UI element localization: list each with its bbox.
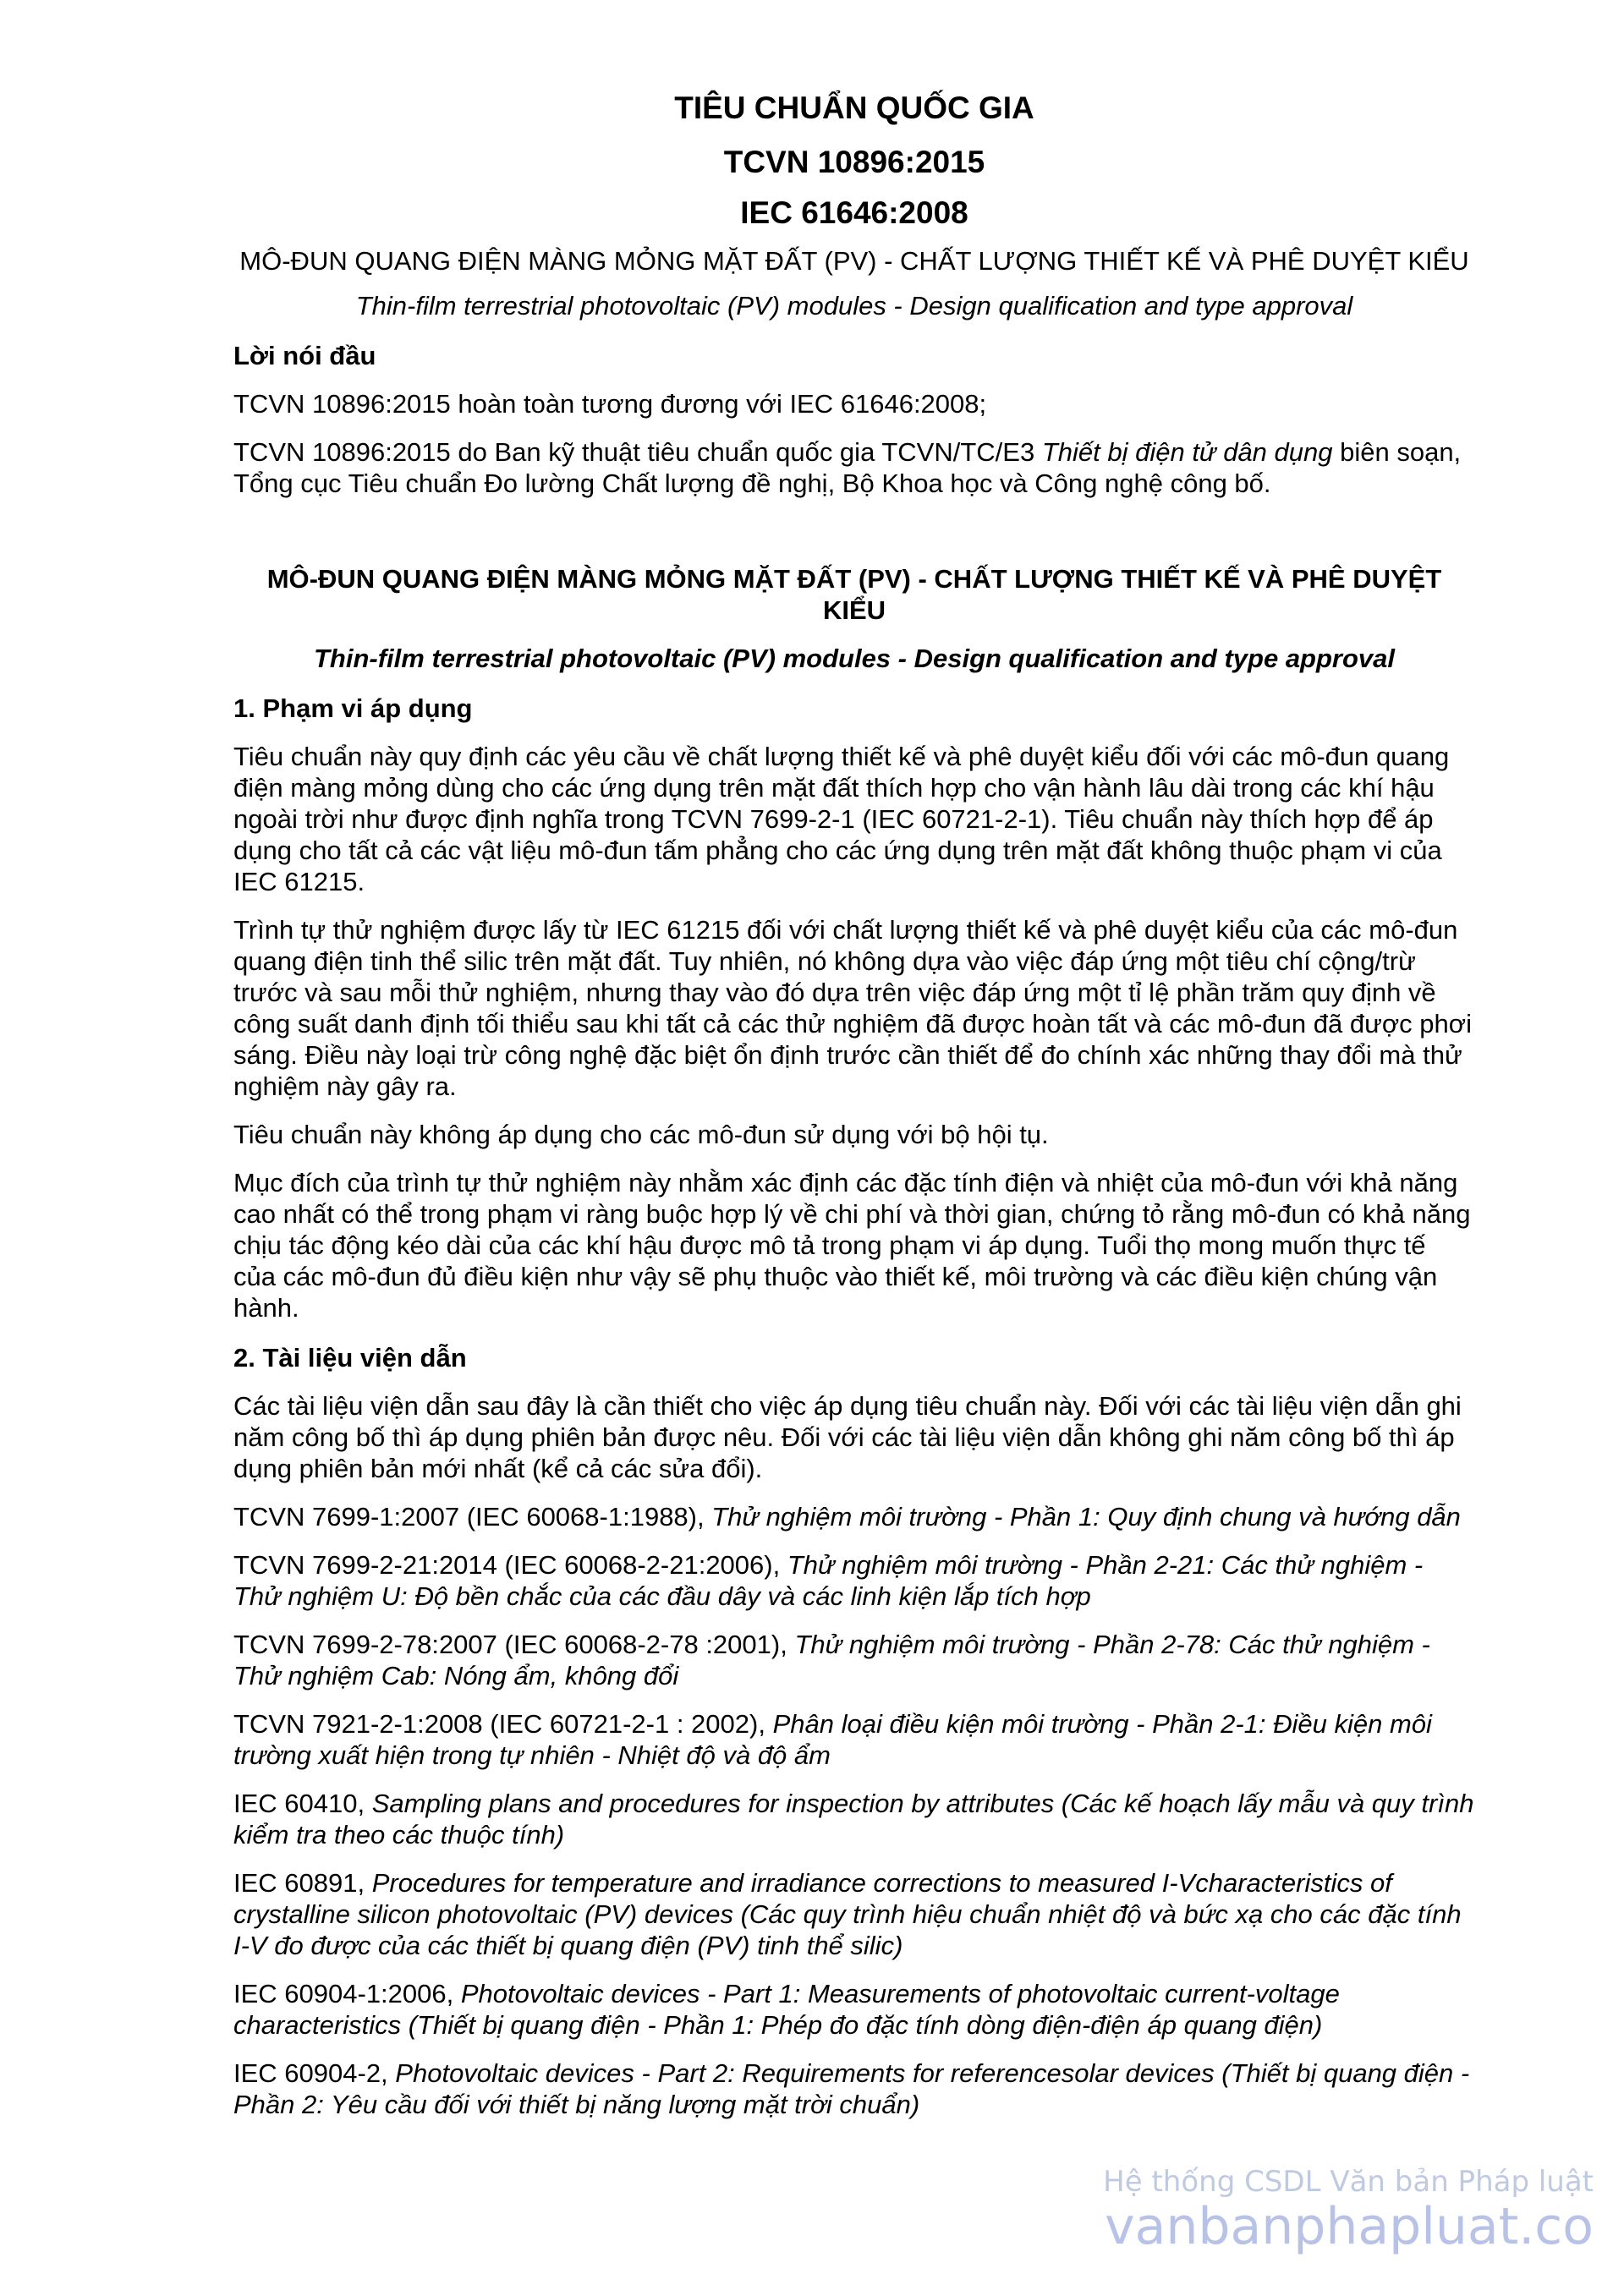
foreword-p2-end: biên soạn, Tổng cục Tiêu chuẩn Đo lường Chất lượng đề nghị, Bộ Khoa học và Công nghệ công bố. (233, 437, 1462, 498)
reference-item (233, 2058, 1475, 2120)
reference-title: Photovoltaic devices - Part 1: Measurements of photovoltaic current-voltage characteristics (Thiết bị quang điện - Phần 1: Phép đo đặc tính dòng điện-điện áp quang điện) (233, 1979, 1340, 2040)
reference-code: IEC 60904-2, (233, 2058, 396, 2088)
foreword-paragraph-2 (233, 436, 1475, 499)
watermark-domain: vanbanphapluat.co (1105, 2197, 1594, 2256)
reference-item (233, 1708, 1475, 1771)
reference-title: Thử nghiệm môi trường - Phần 2-21: Các thử nghiệm - Thử nghiệm U: Độ bền chắc của các đầu dây và các linh kiện lắp tích hợp (233, 1550, 1424, 1611)
foreword-paragraph-1: TCVN 10896:2015 hoàn toàn tương đương với IEC 61646:2008; (233, 389, 987, 419)
section-2-paragraph-1: Các tài liệu viện dẫn sau đây là cần thiết cho việc áp dụng tiêu chuẩn này. Đối với các tài liệu viện dẫn ghi năm công bố thì áp dụng phiên bản được nêu. Đối với các tài liệu viện dẫn không ghi năm công bố thì áp dụng phiên bản mới nhất (kể cả các sửa đổi). (233, 1391, 1462, 1483)
reference-title: Procedures for temperature and irradiance corrections to measured I-Vcharacteristics of crystalline silicon photovoltaic (PV) devices (Các quy trình hiệu chuẩn nhiệt độ và bức xạ cho các đặc tính I-V đo được của các thiết bị quang điện (PV) tinh thể silic) (233, 1868, 1462, 1960)
doc-subtitle-vn: MÔ-ĐUN QUANG ĐIỆN MÀNG MỎNG MẶT ĐẤT (PV) - CHẤT LƯỢNG THIẾT KẾ VÀ PHÊ DUYỆT KIỂU (239, 246, 1469, 276)
foreword-p2-italic: Thiết bị điện tử dân dụng (1041, 437, 1333, 467)
watermark-tagline: Hệ thống CSDL Văn bản Pháp luật (1103, 2165, 1594, 2199)
foreword-p2-start: TCVN 10896:2015 do Ban kỹ thuật tiêu chuẩn quốc gia TCVN/TC/E3 (233, 437, 1042, 467)
reference-code: TCVN 7921-2-1:2008 (IEC 60721-2-1 : 2002), (233, 1709, 773, 1739)
reference-item (233, 1867, 1475, 1961)
doc-title-tcvn-code: TCVN 10896:2015 (723, 145, 985, 179)
document-page (233, 90, 1475, 2120)
reference-code: TCVN 7699-2-78:2007 (IEC 60068-2-78 :2001), (233, 1630, 795, 1659)
foreword-heading: Lời nói đầu (233, 341, 376, 370)
section-1-paragraph-2: Trình tự thử nghiệm được lấy từ IEC 61215 đối với chất lượng thiết kế và phê duyệt kiểu của các mô-đun quang điện tinh thể silic trên mặt đất. Tuy nhiên, nó không dựa vào việc đáp ứng một tiêu chí cộng/trừ trước và sau mỗi thử nghiệm, nhưng thay vào đó dựa trên việc đáp ứng một tỉ lệ phần trăm quy định về công suất danh định tối thiểu sau khi tất cả các thử nghiệm đã được hoàn tất và các mô-đun đã được phơi sáng. Điều này loại trừ công nghệ đặc biệt ổn định trước cần thiết để đo chính xác những thay đổi mà thử nghiệm này gây ra. (233, 915, 1472, 1101)
body-title-vn: MÔ-ĐUN QUANG ĐIỆN MÀNG MỎNG MẶT ĐẤT (PV) - CHẤT LƯỢNG THIẾT KẾ VÀ PHÊ DUYỆT KIỂU (266, 564, 1442, 625)
reference-item (233, 1978, 1475, 2041)
section-2-heading: 2. Tài liệu viện dẫn (233, 1343, 467, 1373)
reference-item (233, 1788, 1475, 1850)
doc-subtitle-en: Thin-film terrestrial photovoltaic (PV) modules - Design qualification and type approval (355, 291, 1353, 321)
reference-code: TCVN 7699-2-21:2014 (IEC 60068-2-21:2006), (233, 1550, 787, 1580)
section-1-paragraph-1: Tiêu chuẩn này quy định các yêu cầu về chất lượng thiết kế và phê duyệt kiểu đối với các mô-đun quang điện màng mỏng dùng cho các ứng dụng trên mặt đất thích hợp cho vận hành lâu dài trong các khí hậu ngoài trời như được định nghĩa trong TCVN 7699-2-1 (IEC 60721-2-1). Tiêu chuẩn này thích hợp để áp dụng cho tất cả các vật liệu mô-đun tấm phẳng cho các ứng dụng trên mặt đất không thuộc phạm vi của IEC 61215. (233, 742, 1450, 896)
reference-code: IEC 60410, (233, 1789, 372, 1818)
site-watermark (1103, 2165, 1594, 2255)
doc-title-national-standard: TIÊU CHUẨN QUỐC GIA (674, 90, 1034, 125)
section-1-paragraph-3: Tiêu chuẩn này không áp dụng cho các mô-đun sử dụng với bộ hội tụ. (233, 1120, 1049, 1149)
reference-title: Thử nghiệm môi trường - Phần 1: Quy định chung và hướng dẫn (711, 1502, 1461, 1532)
doc-title-iec-code: IEC 61646:2008 (740, 195, 968, 230)
reference-title: Sampling plans and procedures for inspection by attributes (Các kế hoạch lấy mẫu và quy trình kiểm tra theo các thuộc tính) (233, 1789, 1474, 1849)
reference-title: Thử nghiệm môi trường - Phần 2-78: Các thử nghiệm - Thử nghiệm Cab: Nóng ẩm, không đổi (233, 1630, 1430, 1690)
reference-code: IEC 60904-1:2006, (233, 1979, 461, 2008)
reference-item (233, 1549, 1475, 1612)
reference-code: TCVN 7699-1:2007 (IEC 60068-1:1988), (233, 1502, 712, 1532)
reference-title: Photovoltaic devices - Part 2: Requirements for referencesolar devices (Thiết bị quang điện - Phần 2: Yêu cầu đối với thiết bị năng lượng mặt trời chuẩn) (233, 2058, 1470, 2119)
body-title-en: Thin-film terrestrial photovoltaic (PV) modules - Design qualification and type approval (313, 644, 1396, 673)
section-1-heading: 1. Phạm vi áp dụng (233, 693, 473, 723)
section-1-paragraph-4: Mục đích của trình tự thử nghiệm này nhằm xác định các đặc tính điện và nhiệt của mô-đun với khả năng cao nhất có thể trong phạm vi ràng buộc hợp lý về chi phí và thời gian, chứng tỏ rằng mô-đun có khả năng chịu tác động kéo dài của các khí hậu được mô tả trong phạm vi áp dụng. Tuổi thọ mong muốn thực tế của các mô-đun đủ điều kiện như vậy sẽ phụ thuộc vào thiết kế, môi trường và các điều kiện chúng vận hành. (233, 1168, 1471, 1323)
reference-item (233, 1629, 1475, 1691)
reference-code: IEC 60891, (233, 1868, 372, 1898)
reference-title: Phân loại điều kiện môi trường - Phần 2-1: Điều kiện môi trường xuất hiện trong tự nhiên - Nhiệt độ và độ ẩm (233, 1709, 1432, 1770)
reference-item (233, 1501, 1475, 1532)
